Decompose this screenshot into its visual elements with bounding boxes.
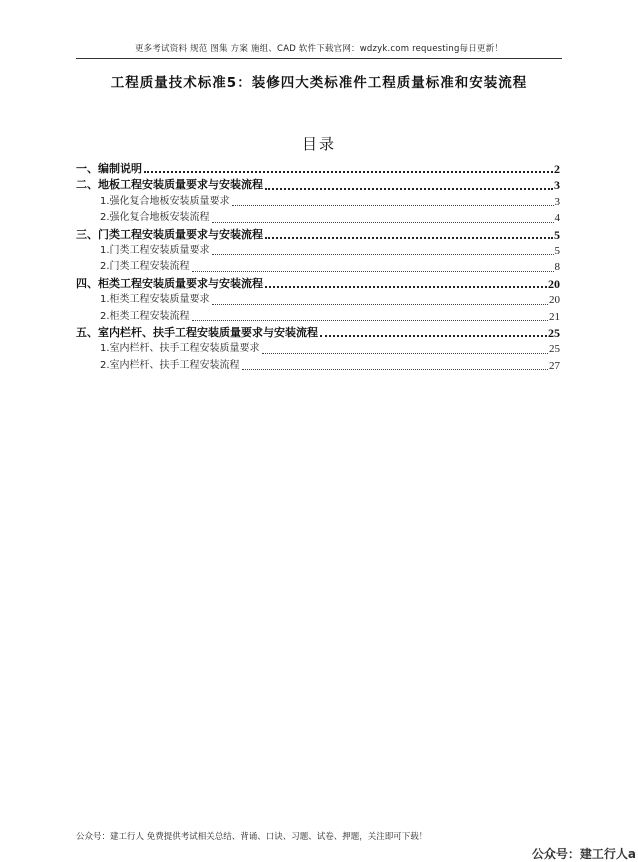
toc-dot-leader xyxy=(192,271,554,272)
toc-page-number: 2 xyxy=(554,161,560,176)
toc-entry-label: 二、地板工程安装质量要求与安装流程 xyxy=(76,178,263,192)
toc-page-number: 20 xyxy=(548,276,560,291)
toc-entry-label: 一、编制说明 xyxy=(76,161,142,175)
toc-dot-leader xyxy=(212,254,554,255)
toc-dot-leader xyxy=(265,188,553,190)
toc-subsection-entry[interactable] xyxy=(76,309,560,325)
toc-section-entry[interactable] xyxy=(76,161,560,177)
toc-page-number: 3 xyxy=(554,195,560,208)
toc-section-entry[interactable] xyxy=(76,177,560,193)
watermark-text: 公众号：建工行人a xyxy=(531,847,636,861)
toc-page-number: 5 xyxy=(554,227,560,242)
toc-section-entry[interactable] xyxy=(76,276,560,292)
toc-subsection-entry[interactable] xyxy=(76,358,560,374)
toc-entry-label: 1.柜类工程安装质量要求 xyxy=(100,294,210,306)
toc-dot-leader xyxy=(262,353,548,354)
toc-heading: 目录 xyxy=(301,135,336,153)
toc-dot-leader xyxy=(232,205,554,206)
header-note: 更多考试资料 规范 图集 方案 施组、CAD 软件下载官网：wdzyk.com requesting每日更新！ xyxy=(134,44,504,54)
toc-dot-leader xyxy=(265,237,553,239)
toc-entry-label: 五、室内栏杆、扶手工程安装质量要求与安装流程 xyxy=(76,325,318,339)
toc-entry-label: 2.柜类工程安装流程 xyxy=(100,310,190,322)
toc-entry-label: 1.室内栏杆、扶手工程安装质量要求 xyxy=(100,343,260,355)
toc-dot-leader xyxy=(212,222,554,223)
toc-entry-label: 1.强化复合地板安装质量要求 xyxy=(100,195,230,207)
toc-entry-label: 1.门类工程安装质量要求 xyxy=(100,244,210,256)
toc-page-number: 27 xyxy=(549,359,560,372)
header-divider xyxy=(76,58,562,59)
toc-subsection-entry[interactable] xyxy=(76,210,560,226)
toc-subsection-entry[interactable] xyxy=(76,341,560,357)
toc-page-number: 21 xyxy=(549,310,560,323)
document-title: 工程质量技术标准5：装修四大类标准件工程质量标准和安装流程 xyxy=(110,75,528,91)
toc-entry-label: 2.室内栏杆、扶手工程安装流程 xyxy=(100,359,240,371)
toc-page-number: 25 xyxy=(548,325,560,340)
toc-dot-leader xyxy=(242,369,548,370)
toc-page-number: 3 xyxy=(554,178,560,193)
toc-subsection-entry[interactable] xyxy=(76,194,560,210)
toc-subsection-entry[interactable] xyxy=(76,243,560,259)
toc-entry-label: 2.强化复合地板安装流程 xyxy=(100,212,210,224)
toc-entry-label: 四、柜类工程安装质量要求与安装流程 xyxy=(76,276,263,290)
toc-page-number: 8 xyxy=(554,261,560,274)
toc-dot-leader xyxy=(320,335,547,337)
toc-page-number: 4 xyxy=(554,212,560,225)
toc-entry-label: 三、门类工程安装质量要求与安装流程 xyxy=(76,227,263,241)
toc-page-number: 5 xyxy=(554,244,560,257)
toc-entry-label: 2.门类工程安装流程 xyxy=(100,261,190,273)
toc-dot-leader xyxy=(212,304,548,305)
footer-note: 公众号：建工行人 免费提供考试相关总结、背诵、口诀、习题、试卷、押题，关注即可下载！ xyxy=(76,832,428,842)
toc-section-entry[interactable] xyxy=(76,227,560,243)
toc-section-entry[interactable] xyxy=(76,325,560,341)
toc-dot-leader xyxy=(265,286,547,288)
toc-subsection-entry[interactable] xyxy=(76,292,560,308)
toc-dot-leader xyxy=(144,171,553,173)
toc-dot-leader xyxy=(192,320,548,321)
toc-page-number: 25 xyxy=(549,343,560,356)
toc-subsection-entry[interactable] xyxy=(76,259,560,275)
toc-page-number: 20 xyxy=(549,294,560,307)
table-of-contents xyxy=(76,161,560,374)
